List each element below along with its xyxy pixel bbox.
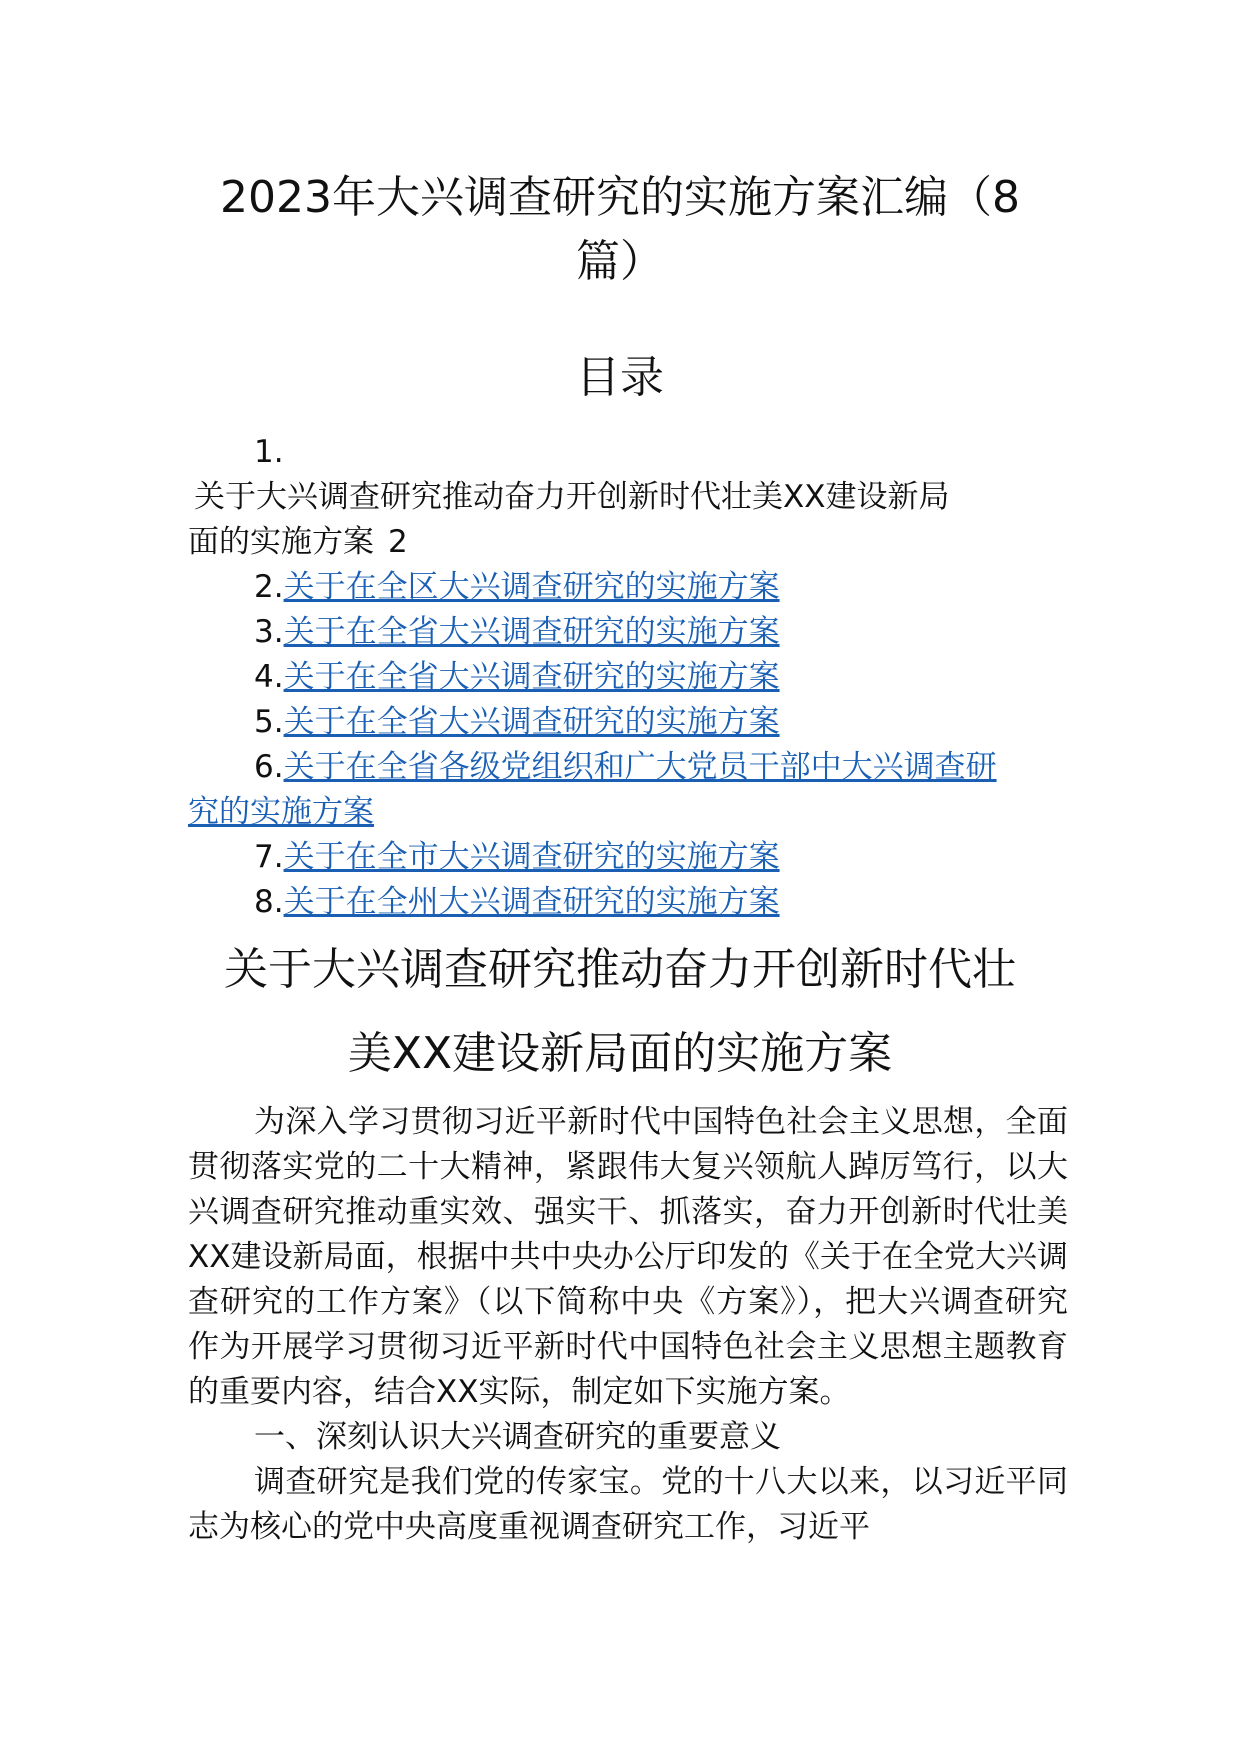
table-of-contents [188, 430, 1068, 925]
toc-link[interactable]: 关于在全区大兴调查研究的实施方案 [283, 569, 780, 605]
toc-item-text: 关于大兴调查研究推动奋力开创新时代壮美XX建设新局 [194, 479, 950, 515]
toc-heading: 目录 [576, 352, 664, 403]
section-title-line-2: 美XX建设新局面的实施方案 [347, 1028, 893, 1079]
toc-number: 7. [254, 839, 284, 875]
toc-item-1[interactable] [188, 430, 1068, 565]
toc-item-8[interactable] [188, 880, 1068, 925]
toc-item-6[interactable] [188, 745, 1068, 835]
main-title-line-2: 篇） [576, 236, 664, 287]
document-body [188, 1100, 1068, 1550]
section-heading: 一、深刻认识大兴调查研究的重要意义 [254, 1419, 781, 1455]
toc-item-4[interactable] [188, 655, 1068, 700]
toc-item-7[interactable] [188, 835, 1068, 880]
toc-number: 8. [254, 884, 284, 920]
body-paragraph: 为深入学习贯彻习近平新时代中国特色社会主义思想，全面贯彻落实党的二十大精神，紧跟伟大复兴领航人踔厉笃行，以大兴调查研究推动重实效、强实干、抓落实，奋力开创新时代壮美XX建设新局面，根据中共中央办公厅印发的《关于在全党大兴调查研究的工作方案》（以下简称中央《方案》），把大兴调查研究作为开展学习贯彻习近平新时代中国特色社会主义思想主题教育的重要内容，结合XX实际，制定如下实施方案。 [188, 1104, 1068, 1410]
body-paragraph: 调查研究是我们党的传家宝。党的十八大以来，以习近平同志为核心的党中央高度重视调查研究工作，习近平 [188, 1464, 1068, 1545]
toc-number: 2. [254, 569, 284, 605]
toc-item-3[interactable] [188, 610, 1068, 655]
toc-link[interactable]: 关于在全市大兴调查研究的实施方案 [283, 839, 780, 875]
main-title-line-1: 2023年大兴调查研究的实施方案汇编（8 [220, 172, 1020, 223]
toc-number: 5. [254, 704, 284, 740]
toc-link[interactable]: 关于在全省大兴调查研究的实施方案 [283, 659, 780, 695]
toc-page-number: 2 [388, 524, 408, 560]
toc-link[interactable]: 关于在全省各级党组织和广大党员干部中大兴调查研 [283, 749, 997, 785]
toc-link[interactable]: 关于在全省大兴调查研究的实施方案 [283, 614, 780, 650]
toc-link[interactable]: 关于在全省大兴调查研究的实施方案 [283, 704, 780, 740]
toc-item-text-cont: 面的实施方案 [188, 524, 374, 560]
toc-link[interactable]: 关于在全州大兴调查研究的实施方案 [283, 884, 780, 920]
toc-number: 4. [254, 659, 284, 695]
toc-number: 1. [254, 434, 284, 470]
toc-number: 3. [254, 614, 284, 650]
section-title-line-1: 关于大兴调查研究推动奋力开创新时代壮 [224, 944, 1016, 995]
toc-item-2[interactable] [188, 565, 1068, 610]
toc-item-5[interactable] [188, 700, 1068, 745]
toc-link-cont[interactable]: 究的实施方案 [188, 794, 374, 830]
toc-number: 6. [254, 749, 284, 785]
